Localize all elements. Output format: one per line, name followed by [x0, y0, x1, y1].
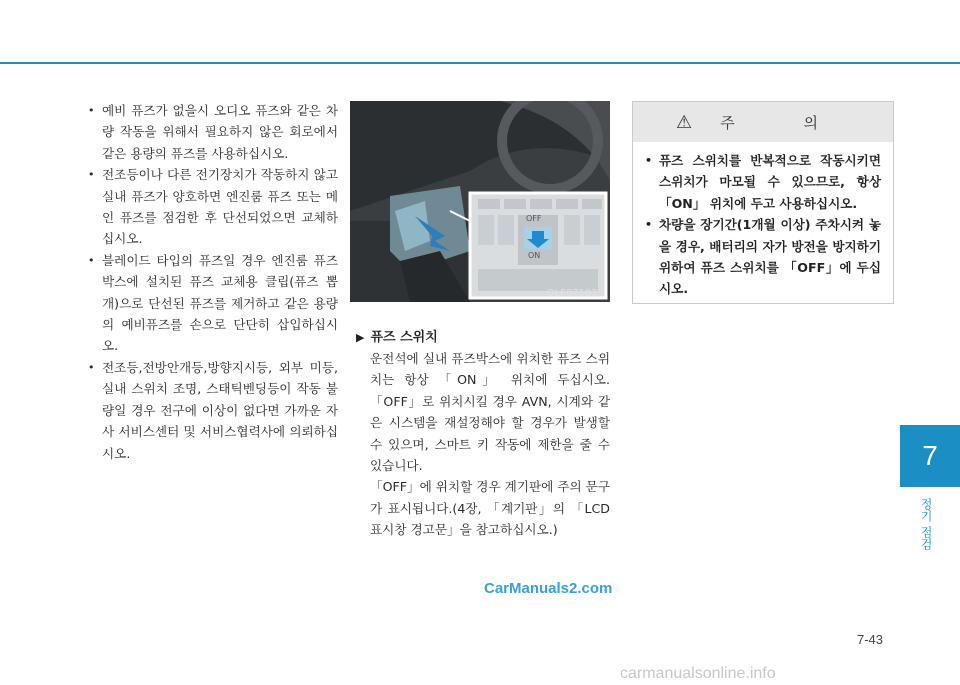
warning-triangle-icon: ⚠: [676, 111, 693, 133]
footer-watermark: carmanualsonline.info: [620, 665, 776, 682]
left-column: [88, 100, 338, 464]
list-item: • 차량을 장기간(1개월 이상) 주차시켜 놓을 경우, 배터리의 자가 방전을 방지하기 위하여 퓨즈 스위치를 「OFF」에 두십시오.: [645, 214, 881, 300]
paragraph: 「OFF」에 위치할 경우 계기판에 주의 문구가 표시됩니다.(4장, 「계기판」의 「LCD 표시창 경고문」을 참고하십시오.): [370, 479, 610, 538]
page-number: 7-43: [857, 632, 884, 647]
caution-text: 퓨즈 스위치를 반복적으로 작동시키면 스위치가 마모될 수 있으므로, 항상 「ON」 위치에 두고 사용하십시오.: [659, 153, 881, 211]
switch-on-label: ON: [528, 251, 541, 260]
chapter-number: 7: [922, 440, 938, 471]
chapter-tab: [900, 425, 960, 487]
bullet-text: 블레이드 타입의 퓨즈일 경우 엔진룸 퓨즈박스에 설치된 퓨즈 교체용 클립(퓨즈 뽑개)으로 단선된 퓨즈를 제거하고 같은 용량의 예비퓨즈를 손으로 단단히 삽입하십시오.: [102, 252, 338, 354]
fuse-box-photo: [350, 101, 610, 302]
caution-list: [633, 142, 893, 300]
list-item: • 예비 퓨즈가 없을시 오디오 퓨즈와 같은 차량 작동을 위해서 필요하지 않은 회로에서 같은 용량의 퓨즈를 사용하십시오.: [88, 100, 338, 164]
header-rule: [0, 62, 960, 64]
list-item: • 전조등,전방안개등,방향지시등, 외부 미등, 실내 스위치 조명, 스태틱벤딩등이 작동 불량일 경우 전구에 이상이 없다면 가까운 자사 서비스센터 및 서비스협력사에 의뢰하십시오.: [88, 357, 338, 464]
list-item: • 퓨즈 스위치를 반복적으로 작동시키면 스위치가 마모될 수 있으므로, 항상 「ON」 위치에 두고 사용하십시오.: [645, 150, 881, 214]
list-item: • 전조등이나 다른 전기장치가 작동하지 않고 실내 퓨즈가 양호하면 엔진룸 퓨즈 또는 메인 퓨즈를 점검한 후 단선되었으면 교체하십시오.: [88, 164, 338, 250]
caution-box: [632, 101, 894, 304]
switch-off-label: OFF: [526, 214, 542, 223]
section-body: [370, 348, 610, 541]
section-title-text: 퓨즈 스위치: [370, 330, 438, 345]
site-watermark: CarManuals2.com: [484, 580, 613, 597]
caution-header: [633, 102, 893, 142]
section-title: [356, 326, 438, 345]
bullet-text: 예비 퓨즈가 없을시 오디오 퓨즈와 같은 차량 작동을 위해서 필요하지 않은 회로에서 같은 용량의 퓨즈를 사용하십시오.: [102, 103, 338, 161]
chapter-label: 정기 점검: [919, 498, 933, 550]
bullet-text: 전조등,전방안개등,방향지시등, 외부 미등, 실내 스위치 조명, 스태틱벤딩등이 작동 불량일 경우 전구에 이상이 없다면 가까운 자사 서비스센터 및 서비스협력사에 의뢰하십시오.: [102, 359, 338, 461]
bullet-text: 전조등이나 다른 전기장치가 작동하지 않고 실내 퓨즈가 양호하면 엔진룸 퓨즈 또는 메인 퓨즈를 점검한 후 단선되었으면 교체하십시오.: [102, 167, 338, 247]
figure-code: OLF071023: [546, 288, 604, 299]
caution-text: 차량을 장기간(1개월 이상) 주차시켜 놓을 경우, 배터리의 자가 방전을 방지하기 위하여 퓨즈 스위치를 「OFF」에 두십시오.: [659, 217, 881, 297]
section-marker-icon: ▶: [356, 331, 365, 344]
paragraph: 운전석에 실내 퓨즈박스에 위치한 퓨즈 스위치는 항상 「ON」 위치에 두십시오. 「OFF」로 위치시킬 경우 AVN, 시계와 같은 시스템을 재설정해야 할 경우가 발생할 수 있으며, 스마트 키 작동에 제한을 줄 수 있습니다.: [370, 351, 610, 474]
list-item: • 블레이드 타입의 퓨즈일 경우 엔진룸 퓨즈박스에 설치된 퓨즈 교체용 클립(퓨즈 뽑개)으로 단선된 퓨즈를 제거하고 같은 용량의 예비퓨즈를 손으로 단단히 삽입하십시오.: [88, 250, 338, 357]
caution-title: 주 의: [720, 113, 850, 132]
